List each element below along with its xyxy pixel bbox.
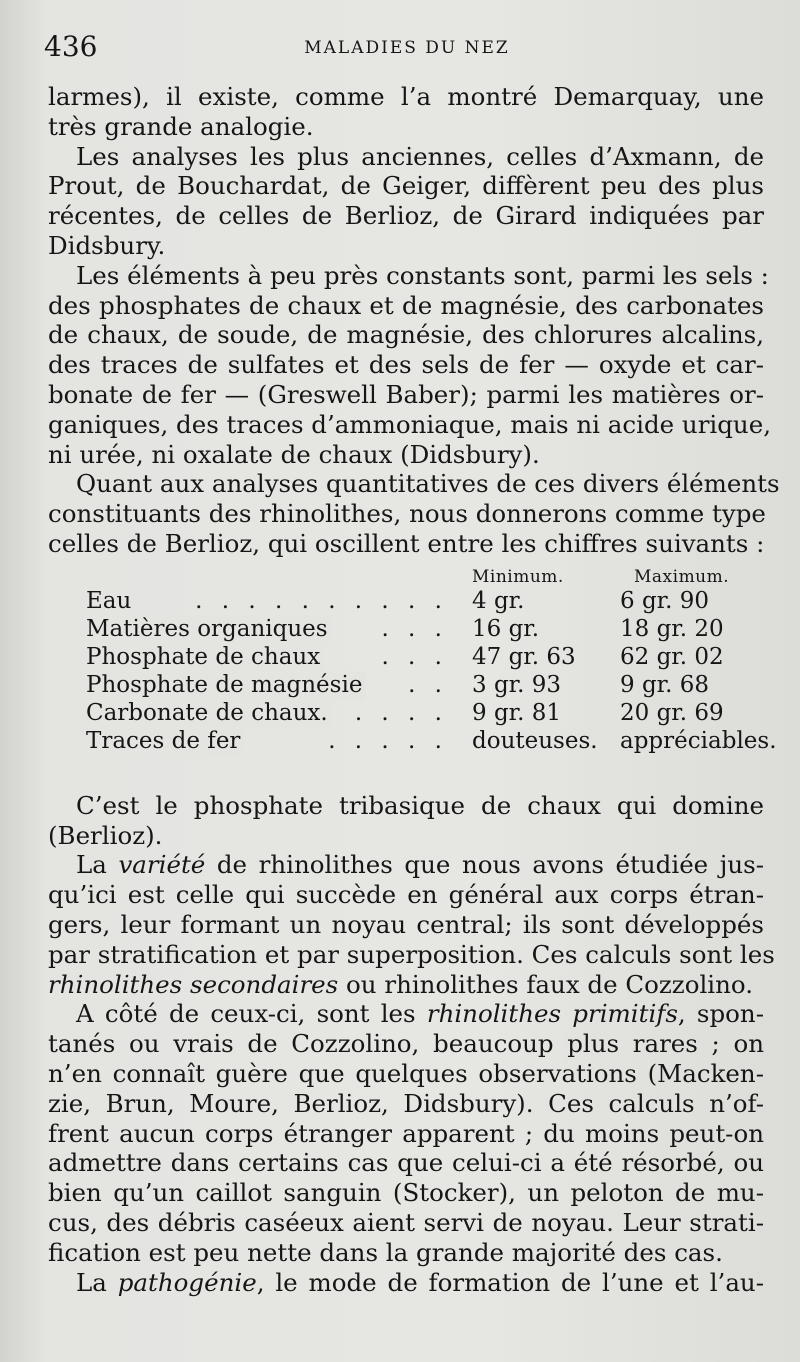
column-header-minimum: Minimum. <box>472 566 564 587</box>
text-line: bonate de fer — (Greswell Baber); parmi les matières or- <box>48 379 764 409</box>
text-run: ou rhinolithes faux de Cozzolino. <box>338 969 754 999</box>
text-line: fication est peu nette dans la grande majorité des cas. <box>48 1237 723 1267</box>
italic-term: rhinolithes primitifs <box>426 999 678 1029</box>
text-line: bien qu’un caillot sanguin (Stocker), un peloton de mu- <box>48 1178 764 1208</box>
composition-table <box>48 563 777 759</box>
text-line: par stratification et par superposition. Ces calculs sont les <box>48 939 775 969</box>
row-label: Carbonate de chaux. <box>86 699 332 729</box>
text-line: cus, des débris caséeux aient servi de noyau. Leur strati- <box>48 1207 764 1237</box>
italic-term: variété <box>118 850 206 880</box>
leader-dots: . . . . <box>354 699 448 726</box>
text-line: Les analyses les plus anciennes, celles d’Axmann, de <box>76 141 764 171</box>
leader-dots: . . . <box>381 615 448 642</box>
text-line: n’en connaît guère que quelques observations (Macken- <box>48 1058 764 1088</box>
table-row <box>48 727 777 755</box>
text-line: des traces de sulfates et des sels de fer — oxyde et car- <box>48 350 764 380</box>
text-line: Les éléments à peu près constants sont, parmi les sels : <box>76 260 769 290</box>
text-line: constituants des rhinolithes, nous donnerons comme type <box>48 499 766 529</box>
text-line: larmes), il existe, comme l’a montré Demarquay, une <box>48 82 764 111</box>
row-maximum: 6 gr. 90 <box>620 587 710 614</box>
row-maximum: 20 gr. 69 <box>620 699 724 726</box>
row-minimum: 47 gr. 63 <box>472 643 576 670</box>
text-line: C’est le phosphate tribasique de chaux qui domine <box>76 790 764 820</box>
table-row <box>48 699 764 727</box>
row-minimum: 3 gr. 93 <box>472 671 562 698</box>
text-run: , le mode de formation de l’une et l’au- <box>256 1267 764 1297</box>
text-line: admettre dans certains cas que celui-ci a été résorbé, ou <box>48 1148 764 1178</box>
text-line: zie, Brun, Moure, Berlioz, Didsbury). Ces calculs n’of- <box>48 1088 764 1118</box>
text-line: très grande analogie. <box>48 111 314 141</box>
table-row <box>48 671 764 699</box>
leader-dots: . . <box>408 671 448 698</box>
row-minimum: 16 gr. <box>472 615 540 642</box>
text-line: gers, leur formant un noyau central; ils sont développés <box>48 909 764 939</box>
row-maximum: appréciables. <box>620 727 777 754</box>
row-minimum: douteuses. <box>472 727 598 754</box>
row-label: Eau <box>86 587 135 617</box>
text-run: La <box>76 850 119 880</box>
row-maximum: 18 gr. 20 <box>620 615 724 642</box>
text-line: tanés ou vrais de Cozzolino, beaucoup plus rares ; on <box>48 1029 764 1059</box>
text-line: ni urée, ni oxalate de chaux (Didsbury). <box>48 439 540 469</box>
page-number: 436 <box>44 30 98 63</box>
text-line: Quant aux analyses quantitatives de ces divers éléments <box>76 469 780 499</box>
text-line: Prout, de Bouchardat, de Geiger, diffèrent peu des plus <box>48 171 764 201</box>
italic-term: pathogénie <box>117 1267 257 1297</box>
table-row <box>48 643 764 671</box>
text-line <box>48 970 764 1000</box>
text-line <box>48 999 764 1029</box>
text-line <box>48 850 764 880</box>
page-header <box>44 30 770 70</box>
table-row <box>48 587 764 615</box>
text-line: récentes, de celles de Berlioz, de Girard indiquées par <box>48 201 764 231</box>
text-line: des phosphates de chaux et de magnésie, des carbonates <box>48 290 764 320</box>
row-label: Phosphate de magnésie <box>86 671 366 701</box>
row-minimum: 4 gr. <box>472 587 525 614</box>
text-line: ganiques, des traces d’ammoniaque, mais ni acide urique, <box>48 409 772 439</box>
leader-dots: . . . <box>381 643 448 670</box>
page-body <box>48 82 780 1297</box>
text-line: de chaux, de soude, de magnésie, des chlorures alcalins, <box>48 320 764 350</box>
text-line: frent aucun corps étranger apparent ; du moins peut-on <box>48 1118 764 1148</box>
italic-term: rhinolithes secondaires <box>48 969 339 999</box>
row-label: Phosphate de chaux <box>86 643 324 673</box>
running-title: MALADIES DU NEZ <box>304 38 510 58</box>
text-run: , spon- <box>677 999 764 1029</box>
text-run: La <box>76 1267 118 1297</box>
row-maximum: 9 gr. 68 <box>620 671 710 698</box>
text-line <box>48 1268 764 1298</box>
text-line: celles de Berlioz, qui oscillent entre les chiffres suivants : <box>48 528 765 558</box>
text-run: A côté de ceux-ci, sont les <box>76 999 427 1029</box>
text-line: (Berlioz). <box>48 820 163 850</box>
row-label: Matières organiques <box>86 615 332 645</box>
text-line: qu’ici est celle qui succède en général aux corps étran- <box>48 880 764 910</box>
row-maximum: 62 gr. 02 <box>620 643 724 670</box>
row-label: Traces de fer <box>86 727 244 757</box>
table-row <box>48 615 764 643</box>
text-line: Didsbury. <box>48 230 166 260</box>
column-header-maximum: Maximum. <box>634 566 730 587</box>
leader-dots: . . . . . . . . . . <box>195 587 448 614</box>
row-minimum: 9 gr. 81 <box>472 699 562 726</box>
leader-dots: . . . . . <box>328 727 448 754</box>
text-run: de rhinolithes que nous avons étudiée jus- <box>205 850 764 880</box>
